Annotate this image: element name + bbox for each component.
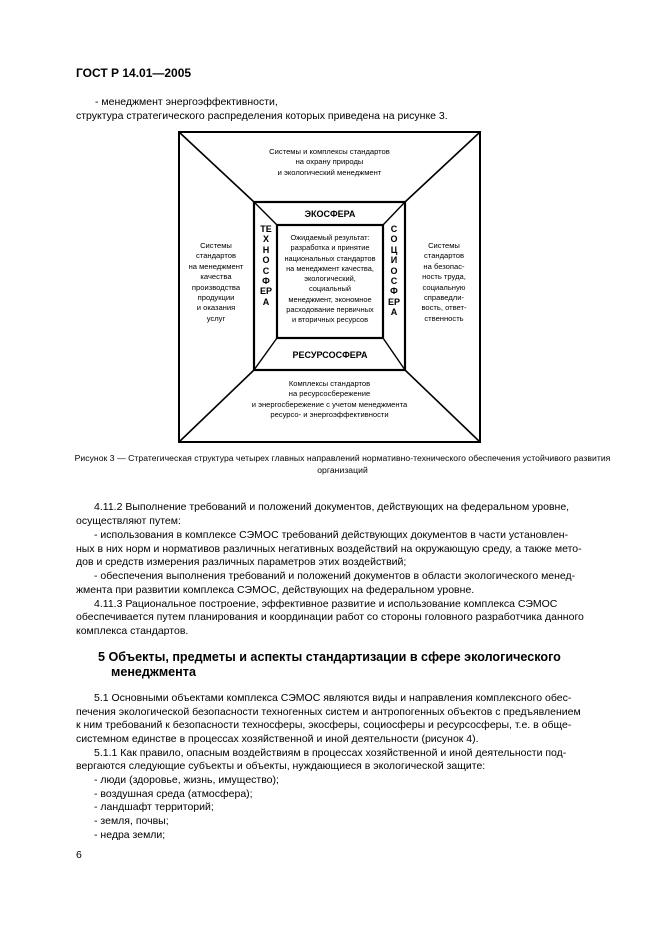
para-4-11-2-line-1: 4.11.2 Выполнение требований и положений документов, действующих на федеральном уровне,	[94, 501, 570, 513]
para-4-11-3-line-2: обеспечивается путем планирования и координации работ со стороны головного разработчика данного	[76, 611, 584, 623]
para-4-11-2-line-7: жмента при развитии комплекса СЭМОС, действующих на федеральном уровне.	[76, 584, 475, 596]
top-standards-text: Системы и комплексы стандартов на охрану природы и экологический менеджмент	[269, 147, 390, 177]
para-4-11-2-line-2: осуществляют путем:	[76, 515, 181, 527]
para-4-11-3-line-1: 4.11.3 Рациональное построение, эффективное развитие и использование комплекса СЭМОС	[94, 598, 558, 610]
list-item: - ландшафт территорий;	[94, 801, 214, 814]
para-4-11-3-line-3: комплекса стандартов.	[76, 625, 189, 637]
para-5-1-line-4: системном единстве в процессах хозяйственной и иной деятельности (рисунок 4).	[76, 733, 479, 745]
list-item: - земля, почвы;	[94, 815, 169, 828]
protected-objects-list	[94, 774, 279, 843]
section-5-title-line-2: менеджмента	[111, 665, 196, 679]
para-4-11-2-line-3: - использования в комплексе СЭМОС требований действующих документов в части установлен-	[94, 529, 569, 541]
expected-result-text: Ожидаемый результат: разработка и принятие национальных стандартов на менеджмент качества, экологический, социальный менеджмент, экономное расходование первичных и вторичных ресурсов	[284, 233, 376, 325]
figure-3-diagram	[178, 131, 481, 443]
para-4-11-2-line-5: дов и средств измерения различных параметров этих воздействий;	[76, 556, 407, 568]
para-4-11-2-line-6: - обеспечения выполнения требований и положений документов в области экологического менед-	[94, 570, 576, 582]
intro-line-1: - менеджмент энергоэффективности,	[95, 96, 278, 108]
left-standards-text: Системы стандартов на менеджмент качества производства продукции и оказания услуг	[188, 241, 244, 323]
resourcesphere-label: РЕСУРСОСФЕРА	[292, 350, 368, 360]
para-5-1-1-line-1: 5.1.1 Как правило, опасным воздействиям в процессах хозяйственной и иной деятельности под-	[94, 747, 567, 759]
right-standards-text: Системы стандартов на безопас- ность труда, социальную справедли- вость, ответ- ственность	[421, 241, 467, 323]
section-5-title	[98, 650, 618, 680]
technosphere-label: ТЕХНОСФЕРА	[260, 224, 273, 307]
list-item: - люди (здоровье, жизнь, имущество);	[94, 774, 279, 786]
figure-caption: Рисунок 3 — Стратегическая структура четырех главных направлений нормативно-технического обеспечения устойчивого развития организаций	[74, 453, 611, 475]
sociosphere-label: СОЦИОСФЕРА	[388, 224, 401, 318]
para-5-1-line-3: к ним требований к безопасности техносферы, экосферы, социосферы и ресурсосферы, т.е. в обще-	[76, 719, 572, 731]
section-5-title-line-1: 5 Объекты, предметы и аспекты стандартизации в сфере экологического	[98, 650, 561, 664]
para-5-1-line-1: 5.1 Основными объектами комплекса СЭМОС являются виды и направления комплексного обес-	[94, 692, 572, 704]
page-number: 6	[76, 849, 82, 861]
list-item: - воздушная среда (атмосфера);	[94, 787, 253, 800]
para-5-1-line-2: печения экологической безопасности техногенных систем и антропогенных объектов с предъявлением	[76, 706, 581, 718]
bottom-standards-text: Комплексы стандартов на ресурсосбережение и энергосбережение с учетом менеджмента ресурсо- и энергоэффективности	[251, 379, 408, 420]
para-4-11-2-line-4: ных в них норм и нормативов различных негативных воздействий на окружающую среду, а также мето-	[76, 543, 582, 555]
para-5-1-1-line-2: вергаются следующие субъекты и объекты, нуждающиеся в экологической защите:	[76, 760, 486, 772]
document-header: ГОСТ Р 14.01—2005	[76, 66, 192, 80]
list-item: - недра земли;	[94, 828, 166, 841]
ecosphere-label: ЭКОСФЕРА	[304, 209, 356, 219]
intro-line-2: структура стратегического распределения которых приведена на рисунке 3.	[76, 110, 448, 122]
